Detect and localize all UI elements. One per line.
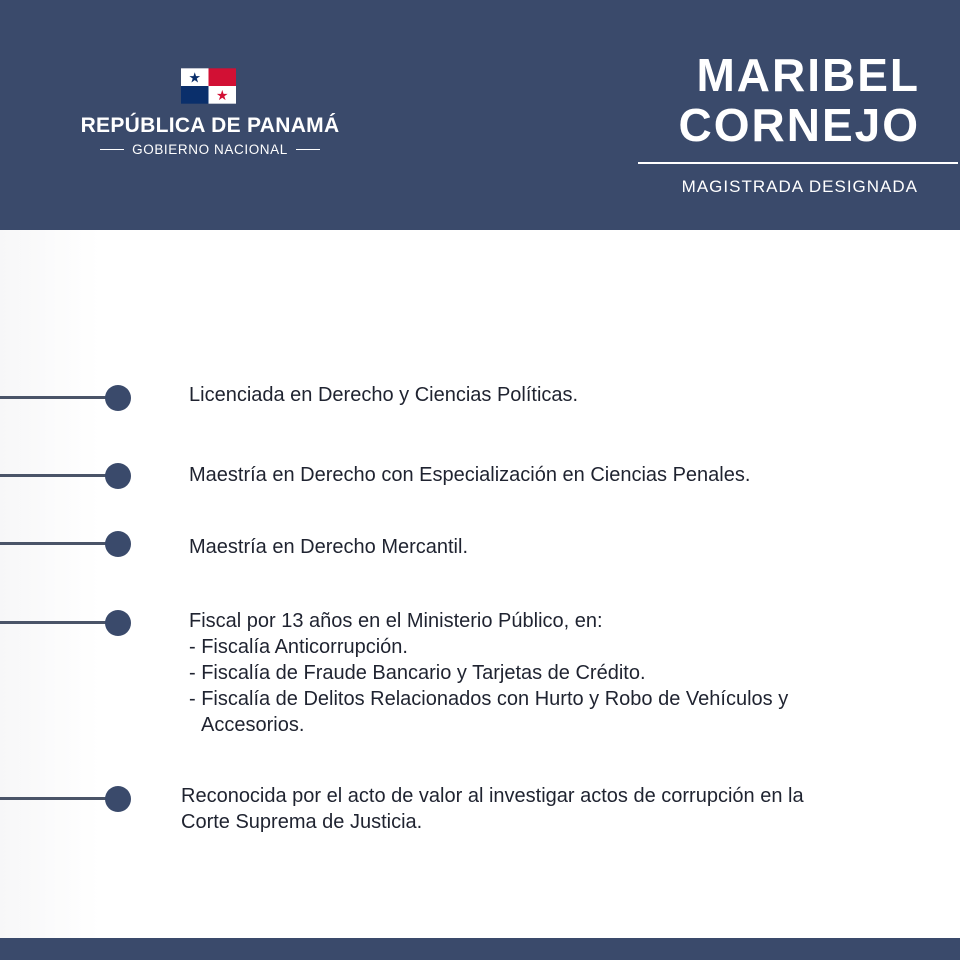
timeline-text-block [181, 783, 804, 835]
timeline-connector [0, 621, 112, 624]
panama-flag-icon [181, 68, 236, 104]
timeline-connector [0, 797, 112, 800]
timeline-connector [0, 396, 112, 399]
header-banner [0, 0, 960, 230]
timeline-subitem: - Fiscalía de Delitos Relacionados con Hurto y Robo de Vehículos y [189, 688, 789, 710]
timeline-text-block [189, 608, 788, 738]
role-label: MAGISTRADA DESIGNADA [681, 177, 918, 196]
name-last: CORNEJO [678, 99, 920, 151]
government-label: GOBIERNO NACIONAL [132, 142, 288, 157]
timeline-subitem: - Fiscalía Anticorrupción. [189, 636, 408, 658]
name-first: MARIBEL [696, 49, 920, 101]
footer-band [0, 938, 960, 960]
person-name [679, 50, 920, 150]
timeline-text: Maestría en Derecho con Especialización en Ciencias Penales. [189, 464, 751, 486]
timeline-text: Maestría en Derecho Mercantil. [189, 536, 469, 558]
government-subtitle [70, 142, 350, 157]
timeline-dot [105, 786, 131, 812]
country-title: REPÚBLICA DE PANAMÁ [80, 114, 340, 137]
timeline-dot [105, 385, 131, 411]
timeline-connector [0, 542, 112, 545]
timeline-connector [0, 474, 112, 477]
divider-left [100, 149, 124, 151]
timeline-dot [105, 610, 131, 636]
timeline-subitem: - Fiscalía de Fraude Bancario y Tarjetas de Crédito. [189, 662, 646, 684]
timeline-text: Fiscal por 13 años en el Ministerio Público, en: [189, 610, 603, 632]
timeline-text: Licenciada en Derecho y Ciencias Políticas. [189, 384, 579, 406]
timeline-dot [105, 463, 131, 489]
side-shade [0, 230, 100, 940]
timeline-subitem: Accesorios. [201, 714, 305, 736]
name-divider [638, 162, 958, 164]
timeline-dot [105, 531, 131, 557]
timeline-text: Corte Suprema de Justicia. [181, 811, 423, 833]
timeline-text: Reconocida por el acto de valor al investigar actos de corrupción en la [181, 785, 804, 807]
divider-right [296, 149, 320, 151]
